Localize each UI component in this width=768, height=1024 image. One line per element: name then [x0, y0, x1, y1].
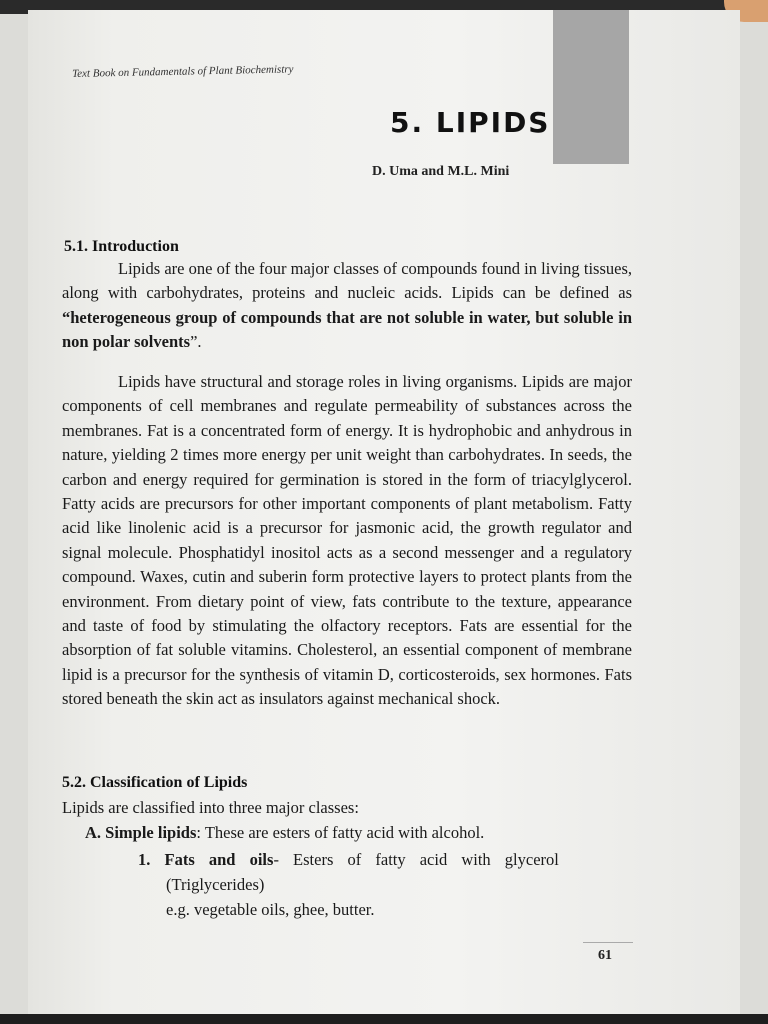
fats-oils-text: - Esters of fatty acid with glycerol — [273, 850, 559, 869]
fats-oils-continuation: (Triglycerides) — [166, 875, 265, 894]
running-head: Text Book on Fundamentals of Plant Biochemistry — [72, 63, 294, 80]
paragraph-intro-text: Lipids are one of the four major classes of compounds found in living tissues, along with carbohydrates, proteins and nucleic acids. Lipids can be defined as — [62, 259, 632, 303]
lipid-definition: “heterogeneous group of compounds that are not soluble in water, but soluble in non polar solvents — [62, 307, 632, 352]
section-heading-classification: 5.2. Classification of Lipids — [62, 774, 248, 791]
simple-lipids-label: A. Simple lipids — [85, 823, 197, 842]
book-bottom-edge — [0, 1014, 768, 1024]
simple-lipids-item — [85, 823, 484, 843]
fats-oils-example: e.g. vegetable oils, ghee, butter. — [166, 900, 375, 919]
folio-rule — [583, 942, 633, 943]
chapter-tab — [553, 10, 629, 164]
fats-oils-item — [138, 850, 559, 870]
book-page — [28, 10, 740, 1018]
classification-intro: Lipids are classified into three major classes: — [62, 798, 359, 817]
section-heading-introduction: 5.1. Introduction — [64, 238, 179, 255]
fats-oils-label: 1. Fats and oils — [138, 850, 274, 869]
page-number: 61 — [598, 948, 612, 963]
paragraph-roles: Lipids have structural and storage roles in living organisms. Lipids are major components of cell membranes and regulate permeability of substances across the membranes. Fat is a concentrated form of energy. It is hydrophobic and anhydrous in nature, yielding 2 times more energy per unit weight than carbohydrates. In seeds, the carbon and energy required for germination is stored in the form of triacylglycerol. Fatty acids are precursors for other important components of plant metabolism. Fatty acid like linolenic acid is a precursor for jasmonic acid, the growth regulator and signal molecule. Phosphatidyl inositol acts as a second messenger and a regulatory compound. Waxes, cutin and suberin form protective layers to protect plants from the environment. From dietary point of view, fats contribute to the texture, appearance and taste of food by stimulating the olfactory receptors. Fats are essential for the absorption of fat soluble vitamins. Cholesterol, an essential component of membrane lipid is a precursor for the synthesis of vitamin D, corticosteroids, sex hormones. Fats stored beneath the skin act as insulators against mechanical shock. — [62, 372, 632, 709]
simple-lipids-text: : These are esters of fatty acid with alcohol. — [196, 823, 485, 842]
paragraph-intro-end: ”. — [190, 332, 202, 352]
authors: D. Uma and M.L. Mini — [372, 164, 510, 179]
paragraph-intro — [62, 257, 632, 355]
chapter-title: 5. LIPIDS — [390, 106, 551, 139]
